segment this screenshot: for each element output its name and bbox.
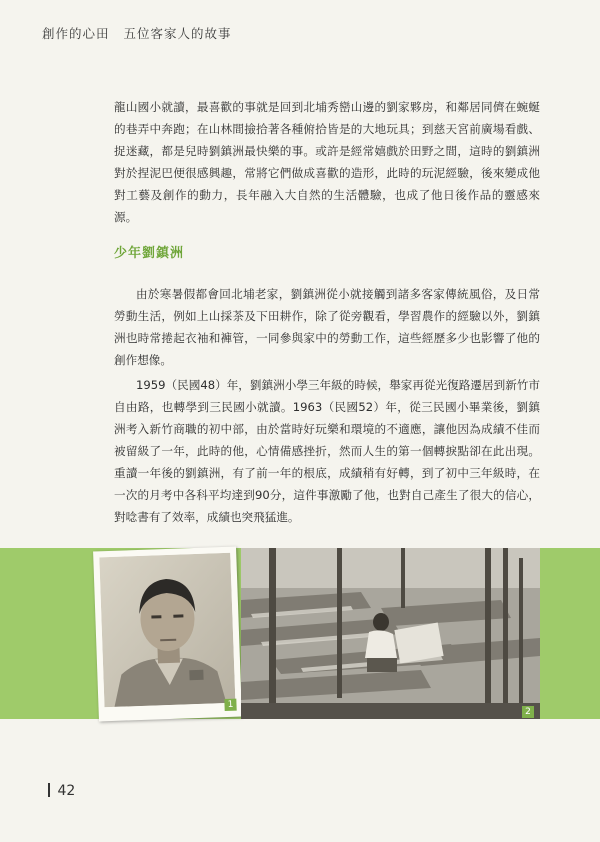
photo-number-1: 1 [224,699,236,711]
portrait-photo [93,547,242,722]
photo-number-2: 2 [522,706,534,718]
boat-image [241,548,540,719]
running-header [42,24,232,42]
paragraph-3-text: 1959（民國48）年，劉鎮洲小學三年級的時候，舉家再從光復路遷居到新竹市自由路，也轉學到三民國小就讀。1963（民國52）年，從三民國小畢業後，劉鎮洲考入新竹商職的初中部，由於當時好玩樂和環境的不適應，讓他因為成績不佳而被留級了一年，此時的他，心情備感挫折，然而人生的第一個轉捩點卻在此出現。重讀一年後的劉鎮洲，有了前一年的根底，成績稍有好轉，到了初中三年級時，在一次的月考中各科平均達到90分，這件事激勵了他，也對自己產生了很大的信心，對唸書有了效率，成績也突飛猛進。 [114,378,540,524]
paragraph-2 [114,283,540,371]
boat-workshop-photo [241,548,540,719]
chapter-title: 五位客家人的故事 [123,26,232,41]
section-heading: 少年劉鎮洲 [114,246,185,261]
paragraph-3 [114,374,540,528]
paragraph-1 [114,96,540,228]
paragraph-1-text: 龍山國小就讀，最喜歡的事就是回到北埔秀巒山邊的劉家夥房，和鄰居同儕在蜿蜒的巷弄中奔跑；在山林間撿拾著各種俯拾皆是的大地玩具；到慈天宮前廣場看戲、捉迷藏，都是兒時劉鎮洲最快樂的事。或許是經常嬉戲於田野之間，這時的劉鎮洲對於捏泥巴便很感興趣，常將它們做成喜歡的造形，此時的玩泥經驗，後來變成他對工藝及創作的動力，長年融入大自然的生活體驗，也成了他日後作品的靈感來源。 [114,100,540,224]
page-number-bar [48,783,50,797]
portrait-image [99,553,235,707]
page-number-text: 42 [57,783,76,799]
page-number [48,783,75,799]
book-title: 創作的心田 [42,26,110,41]
paragraph-2-text: 由於寒暑假都會回北埔老家，劉鎮洲從小就接觸到諸多客家傳統風俗，及日常勞動生活，例如上山採茶及下田耕作，除了從旁觀看，學習農作的經驗以外，劉鎮洲也時常捲起衣袖和褲管，一同參與家中的勞動工作，這些經歷多少也影響了他的創作想像。 [114,287,540,367]
